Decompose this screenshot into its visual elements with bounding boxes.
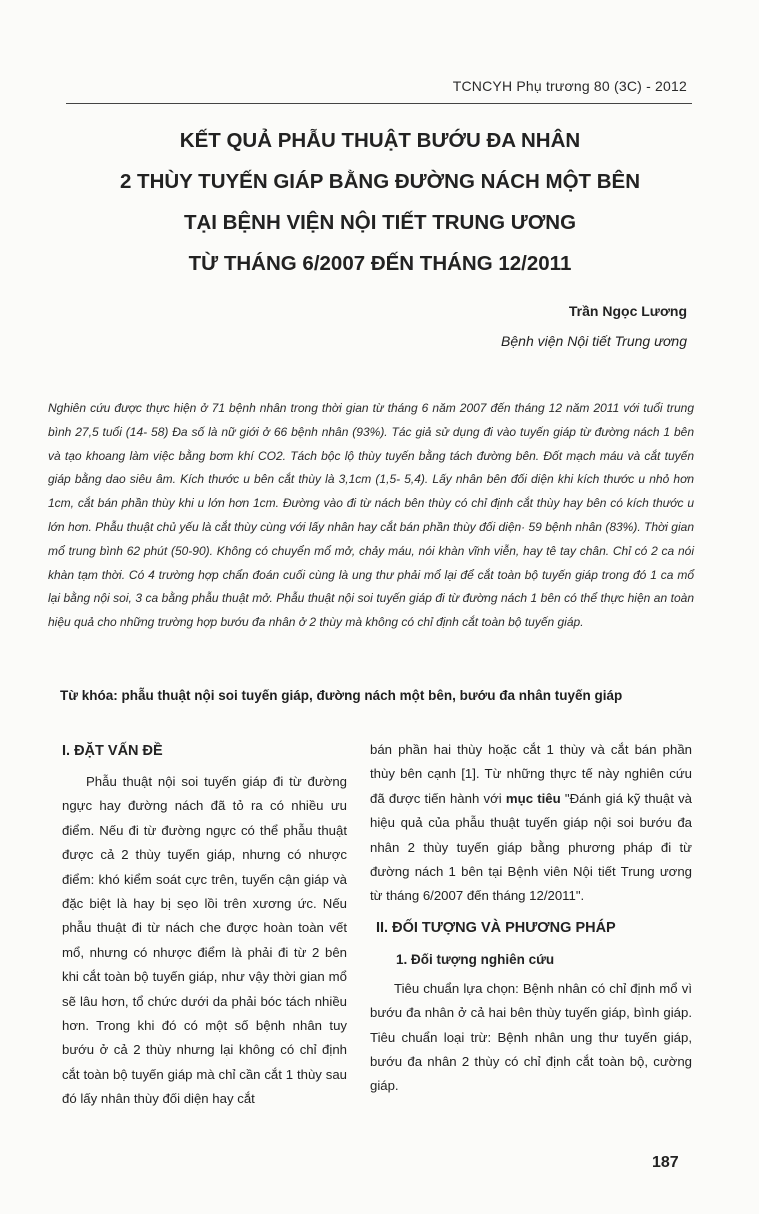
page-number: 187 <box>652 1154 679 1171</box>
section-heading-introduction: I. ĐẶT VẤN ĐỀ <box>62 743 163 759</box>
right-column <box>370 738 692 1099</box>
introduction-paragraph: Phẫu thuật nội soi tuyến giáp đi từ đường ngực hay đường nách đã tỏ ra có nhiều ưu điểm. Nếu đi từ đường ngực có thể phẫu thuật được cả 2 thùy tuyến giáp, nhưng có nhược điểm: khó kiểm soát cực trên, tuyến cận giáp và đặc biệt là hay bị sẹo lồi trên xương ức. Nếu phẫu thuật đi từ nách che được hoàn toàn vết mổ, nhưng có nhược điểm là phải đi từ 2 bên khi cắt toàn bộ tuyến giáp, như vậy thời gian mổ sẽ lâu hơn, tổ chức dưới da phải bóc tách nhiều hơn. Trong khi đó có một số bệnh nhân tuy bướu ở cả 2 thùy nhưng lại không có chỉ định cắt toàn bộ tuyến giáp mà chỉ cần cắt 1 thùy sau đó lấy nhân thùy đối diện hay cắt <box>62 774 347 1107</box>
author-name: Trần Ngọc Lương <box>568 303 687 319</box>
keywords: Từ khóa: phẫu thuật nội soi tuyến giáp, đường nách một bên, bướu đa nhân tuyến giáp <box>60 688 623 703</box>
article-title <box>40 120 720 284</box>
intro-text-b: "Đánh giá kỹ thuật và hiệu quả của phẫu thuật tuyến giáp nội soi bướu đa nhân 2 thùy tuyến giáp bằng phương pháp đi từ đường nách 1 bên tại Bệnh viên Nội tiết Trung ương từ tháng 6/2007 đến tháng 12/2011". <box>370 790 692 904</box>
title-line-4: TỪ THÁNG 6/2007 ĐẾN THÁNG 12/2011 <box>188 252 572 275</box>
abstract: Nghiên cứu được thực hiện ở 71 bệnh nhân trong thời gian từ tháng 6 năm 2007 đến tháng 12 năm 2011 với tuổi trung bình 27,5 tuổi (14- 58) Đa số là nữ giới ở 66 bệnh nhân (93%). Tác giả sử dụng đi vào tuyến giáp từ đường nách 1 bên và tạo khoang làm việc bằng bơm khí CO2. Tách bộc lộ thùy tuyến bằng tách đường bên. Đốt mạch máu và cắt tuyến giáp bằng dao siêu âm. Kích thước u bên cắt thùy là 3,1cm (1,5- 5,4). Lấy nhân bên đối diện khi kích thước u nhỏ hơn 1cm, cắt bán phần thùy khi u lớn hơn 1cm. Đường vào đi từ nách bên thùy có chỉ định cắt thùy hay bên có kích thước u lớn hơn. Phẫu thuật chủ yếu là cắt thùy cùng với lấy nhân hay cắt bán phần thùy đối diện· 59 bệnh nhân (83%). Thời gian mổ trung bình 62 phút (50-90). Không có chuyển mổ mở, chảy máu, nói khàn vĩnh viễn, hay tê tay chân. Chỉ có 2 ca nói khàn tạm thời. Có 4 trường hợp chẩn đoán cuối cùng là ung thư phải mổ lại để cắt toàn bộ tuyến giáp trong đó 1 ca mổ lại bằng nội soi, 3 ca bằng phẫu thuật mở. Phẫu thuật nội soi tuyến giáp đi từ đường nách 1 bên có thể thực hiện an toàn hiệu quả cho những trường hợp bướu đa nhân ở 2 thùy mà không có chỉ định cắt toàn bộ tuyến giáp. <box>48 401 694 630</box>
author-affiliation: Bệnh viện Nội tiết Trung ương <box>501 333 687 349</box>
subjects-paragraph: Tiêu chuẩn lựa chọn: Bệnh nhân có chỉ định mổ vì bướu đa nhân ở cả hai bên thùy tuyến giáp, bình giáp. Tiêu chuẩn loại trừ: Bệnh nhân ung thư tuyến giáp, bướu đa nhân 2 thùy có chỉ định cắt toàn bộ, cường giáp. <box>370 980 692 1094</box>
running-header: TCNCYH Phụ trương 80 (3C) - 2012 <box>452 78 687 94</box>
section-heading-methods: II. ĐỐI TƯỢNG VÀ PHƯƠNG PHÁP <box>376 919 616 936</box>
introduction-paragraph-continued <box>370 738 692 909</box>
left-column <box>62 738 347 1112</box>
subsection-heading-subjects: 1. Đối tượng nghiên cứu <box>396 951 555 967</box>
header-rule <box>66 103 692 104</box>
title-line-3: TẠI BỆNH VIỆN NỘI TIẾT TRUNG ƯƠNG <box>183 211 577 234</box>
intro-text-a: bán phần hai thùy hoặc cắt 1 thùy và cắt bán phần thùy bên cạnh [1]. Từ những thực tế này nghiên cứu đã được tiến hành với <box>370 742 692 806</box>
objective-label: mục tiêu <box>505 790 561 806</box>
title-line-2: 2 THÙY TUYẾN GIÁP BẰNG ĐƯỜNG NÁCH MỘT BÊN <box>119 170 641 193</box>
title-line-1: KẾT QUẢ PHẪU THUẬT BƯỚU ĐA NHÂN <box>179 129 581 152</box>
